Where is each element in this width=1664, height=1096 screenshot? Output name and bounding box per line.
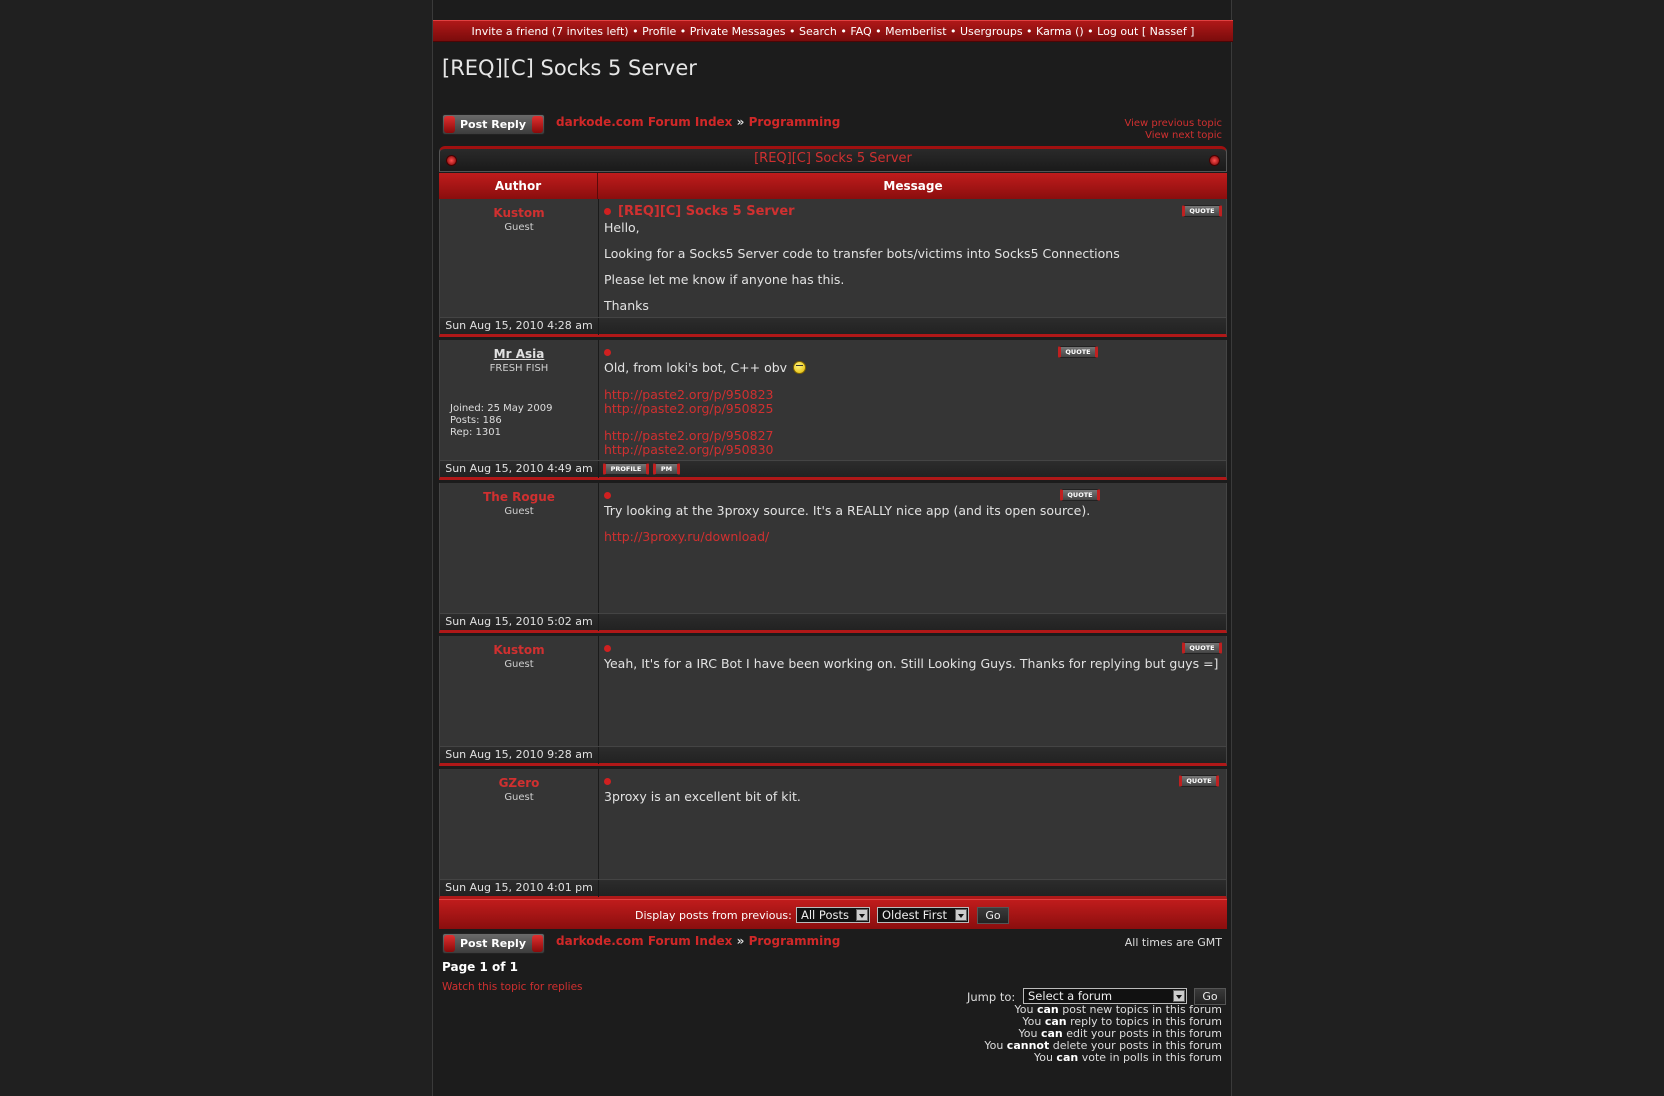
jump-forum-select[interactable]: Select a forum: [1023, 988, 1187, 1004]
post-date: Sun Aug 15, 2010 4:28 am: [440, 318, 599, 335]
post-message: [600, 199, 1228, 317]
display-range-select[interactable]: All Posts: [796, 907, 870, 923]
permission-line: You can edit your posts in this forum: [1018, 1027, 1222, 1040]
author-column-header: Author: [439, 173, 598, 199]
chevron-down-icon: [856, 909, 868, 921]
quote-button[interactable]: QUOTE: [1058, 346, 1098, 358]
post-icon: [604, 492, 611, 499]
post-message: [600, 483, 1228, 613]
post-reply-button-top[interactable]: Post Reply: [442, 114, 545, 135]
profile-button[interactable]: PROFILE: [603, 463, 649, 475]
post-author: [440, 340, 599, 460]
post-2: [439, 340, 1227, 460]
chevron-down-icon: [1173, 990, 1185, 1002]
forum-permissions: [984, 1004, 1222, 1064]
author-rank: FRESH FISH: [489, 363, 549, 374]
post-footer: [439, 460, 1227, 480]
author-joined: Joined: 25 May 2009: [450, 403, 553, 414]
permission-line: You can reply to topics in this forum: [1022, 1015, 1222, 1028]
post-text: Please let me know if anyone has this.: [604, 272, 845, 287]
author-rank: Guest: [504, 506, 534, 517]
post-link[interactable]: http://paste2.org/p/950823: [604, 387, 774, 402]
chevron-down-icon: [955, 909, 967, 921]
post-footer: [439, 613, 1227, 633]
display-go-button[interactable]: Go: [977, 907, 1009, 924]
nav-profile[interactable]: Profile: [642, 25, 677, 38]
post-author: [440, 199, 599, 317]
nav-memberlist[interactable]: Memberlist: [885, 25, 947, 38]
post-1: [439, 199, 1227, 317]
view-next-topic-link[interactable]: View next topic: [1145, 130, 1222, 141]
post-text: Thanks: [604, 298, 649, 313]
post-reply-button-bottom[interactable]: Post Reply: [442, 933, 545, 954]
post-date: Sun Aug 15, 2010 4:49 am: [440, 461, 599, 478]
quote-button[interactable]: QUOTE: [1060, 489, 1100, 501]
page-indicator: Page 1 of 1: [442, 960, 518, 974]
quote-button[interactable]: QUOTE: [1182, 642, 1222, 654]
post-icon: [604, 645, 611, 652]
post-links: [604, 388, 1224, 416]
breadcrumb-index-link[interactable]: darkode.com Forum Index: [556, 934, 733, 948]
timezone-note: All times are GMT: [1124, 936, 1222, 949]
post-text: Looking for a Socks5 Server code to transfer bots/victims into Socks5 Connections: [604, 246, 1120, 261]
display-order-select[interactable]: Oldest First: [877, 907, 969, 923]
nav-search[interactable]: Search: [799, 25, 837, 38]
post-author: [440, 769, 599, 879]
top-nav: Invite a friend (7 invites left) • Profile • Private Messages • Search • FAQ • Memberlist • Usergroups • Karma () • Log out [ Nassef ]: [433, 20, 1233, 42]
author-rep: Rep: 1301: [450, 427, 501, 438]
posts-table-header: [439, 173, 1227, 199]
permission-line: You can vote in polls in this forum: [1033, 1051, 1222, 1064]
post-author: [440, 483, 599, 613]
author-post-count: Posts: 186: [450, 415, 502, 426]
jump-label: Jump to:: [967, 990, 1016, 1004]
post-5: [439, 769, 1227, 879]
page-title: [REQ][C] Socks 5 Server: [442, 56, 697, 80]
author-name[interactable]: The Rogue: [483, 490, 555, 504]
smiley-icon: [793, 361, 806, 374]
jump-go-button[interactable]: Go: [1194, 988, 1226, 1005]
post-date: Sun Aug 15, 2010 9:28 am: [440, 747, 599, 764]
watch-topic-link[interactable]: Watch this topic for replies: [442, 981, 583, 993]
author-name[interactable]: GZero: [498, 776, 540, 790]
post-footer: [439, 879, 1227, 899]
post-footer: [439, 317, 1227, 337]
post-icon: [604, 778, 611, 785]
post-message: [600, 636, 1228, 746]
post-text: Try looking at the 3proxy source. It's a REALLY nice app (and its open source).: [604, 503, 1091, 518]
post-text: Yeah, It's for a IRC Bot I have been working on. Still Looking Guys. Thanks for replying but guys =]: [604, 656, 1219, 671]
post-author: [440, 636, 599, 746]
post-subject: [REQ][C] Socks 5 Server: [618, 204, 795, 219]
post-links: [604, 429, 1224, 457]
post-links: [604, 530, 1224, 544]
nav-invite[interactable]: Invite a friend (7 invites left): [471, 25, 629, 38]
author-meta: [440, 403, 598, 439]
topic-title-bar: [439, 146, 1227, 172]
nav-usergroups[interactable]: Usergroups: [960, 25, 1023, 38]
post-text: Old, from loki's bot, C++ obv: [604, 361, 1224, 375]
nav-karma[interactable]: Karma (): [1036, 25, 1084, 38]
breadcrumb-forum-link[interactable]: Programming: [748, 115, 841, 129]
post-footer: [439, 746, 1227, 766]
nav-logout[interactable]: Log out [ Nassef ]: [1097, 25, 1195, 38]
author-name[interactable]: Kustom: [493, 206, 545, 220]
author-rank: Guest: [504, 659, 534, 670]
nav-private-messages[interactable]: Private Messages: [689, 25, 786, 38]
post-link[interactable]: http://paste2.org/p/950827: [604, 428, 774, 443]
post-link[interactable]: http://3proxy.ru/download/: [604, 529, 770, 544]
post-icon: [604, 208, 611, 215]
quote-button[interactable]: QUOTE: [1182, 205, 1222, 217]
post-date: Sun Aug 15, 2010 5:02 am: [440, 614, 599, 631]
post-4: [439, 636, 1227, 746]
quote-button[interactable]: QUOTE: [1179, 775, 1219, 787]
post-message: [600, 340, 1228, 460]
post-3: [439, 483, 1227, 613]
breadcrumb-bottom: darkode.com Forum Index » Programming: [556, 934, 841, 948]
post-icon: [604, 349, 611, 356]
display-label: Display posts from previous:: [635, 909, 792, 922]
nav-faq[interactable]: FAQ: [850, 25, 872, 38]
author-rank: Guest: [504, 222, 534, 233]
pm-button[interactable]: PM: [653, 463, 680, 475]
breadcrumb-index-link[interactable]: darkode.com Forum Index: [556, 115, 733, 129]
post-message: [600, 769, 1228, 879]
post-text: 3proxy is an excellent bit of kit.: [604, 789, 801, 804]
breadcrumb-top: darkode.com Forum Index » Programming: [556, 115, 841, 129]
post-date: Sun Aug 15, 2010 4:01 pm: [440, 880, 599, 897]
permission-line: You can post new topics in this forum: [1014, 1003, 1222, 1016]
topic-navigation: [1124, 118, 1222, 142]
post-link[interactable]: http://paste2.org/p/950830: [604, 442, 774, 457]
view-previous-topic-link[interactable]: View previous topic: [1124, 118, 1222, 129]
post-text: Hello,: [604, 220, 640, 235]
bar-dot-right-icon: [1209, 155, 1220, 166]
page: [432, 0, 1232, 1096]
display-options-bar: [439, 899, 1227, 929]
author-name[interactable]: Kustom: [493, 643, 545, 657]
message-column-header: Message: [883, 179, 943, 193]
bar-dot-left-icon: [446, 155, 457, 166]
breadcrumb-forum-link[interactable]: Programming: [748, 934, 841, 948]
permission-line: You cannot delete your posts in this forum: [984, 1039, 1222, 1052]
author-rank: Guest: [504, 792, 534, 803]
author-name[interactable]: Mr Asia: [493, 347, 545, 361]
topic-title-link[interactable]: [REQ][C] Socks 5 Server: [754, 151, 912, 166]
post-link[interactable]: http://paste2.org/p/950825: [604, 401, 774, 416]
